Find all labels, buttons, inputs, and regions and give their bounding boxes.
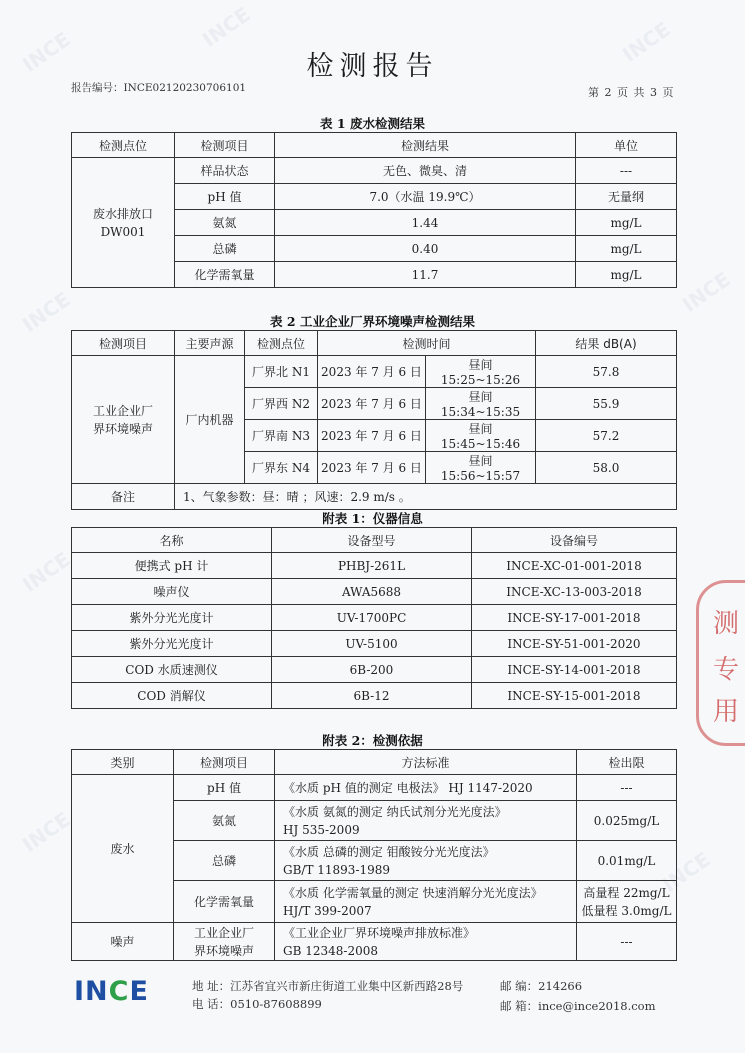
column-header: 单位	[576, 133, 677, 158]
date-cell: 2023 年 7 月 6 日	[318, 420, 426, 452]
code-cell: INCE-SY-14-001-2018	[472, 657, 677, 683]
noise-source-cell: 厂内机器	[175, 356, 245, 484]
column-header: 方法标准	[275, 750, 577, 775]
column-header: 主要声源	[175, 331, 245, 356]
email-label: 邮 箱：	[500, 999, 539, 1013]
phone-label: 电 话：	[192, 997, 231, 1011]
code-cell: INCE-SY-51-001-2020	[472, 631, 677, 657]
unit-cell: 无量纲	[576, 184, 677, 210]
instrument-name-cell: 噪声仪	[72, 579, 272, 605]
noise-item-line1: 工业企业厂	[193, 925, 254, 940]
item-cell: 氨氮	[174, 801, 275, 841]
instrument-name-cell: COD 水质速测仪	[72, 657, 272, 683]
standard-line: 《水质 pH 值的测定 电极法》 HJ 1147-2020	[283, 780, 533, 795]
model-cell: 6B-200	[272, 657, 472, 683]
report-number	[71, 80, 246, 95]
appendix2-caption: 附表 2：检测依据	[322, 733, 423, 748]
wastewater-table	[71, 132, 677, 288]
report-number-label: 报告编号：	[71, 82, 124, 94]
model-cell: PHBJ-261L	[272, 553, 472, 579]
standard-code: HJ/T 399-2007	[283, 903, 372, 918]
item-cell	[174, 923, 275, 961]
time-cell: 昼间 15:34~15:35	[426, 388, 536, 420]
point-cell: 厂界西 N2	[245, 388, 318, 420]
noise-item-line2: 界环境噪声	[193, 943, 254, 958]
column-header: 名称	[72, 528, 272, 553]
page-indicator: 第 2 页 共 3 页	[588, 86, 674, 99]
standard-cell	[275, 923, 577, 961]
standard-line: 《水质 氨氮的测定 纳氏试剂分光光度法》	[283, 804, 507, 819]
point-cell: 厂界南 N3	[245, 420, 318, 452]
stamp-char: 专	[713, 655, 740, 685]
watermark: INCE	[17, 807, 75, 857]
column-header: 检测项目	[175, 133, 275, 158]
stamp-char: 用	[713, 697, 740, 727]
time-cell: 昼间 15:56~15:57	[426, 452, 536, 484]
sampling-point-code: DW001	[100, 224, 146, 239]
sampling-point-name: 废水排放口	[92, 206, 153, 221]
instrument-name-cell: COD 消解仪	[72, 683, 272, 709]
table1-caption: 表 1 废水检测结果	[320, 116, 425, 131]
standard-code: HJ 535-2009	[283, 822, 360, 837]
zip-value: 214266	[538, 979, 583, 993]
result-cell: 1.44	[275, 210, 576, 236]
column-header: 类别	[72, 750, 174, 775]
table-header-row	[72, 528, 677, 553]
result-cell: 58.0	[536, 452, 677, 484]
remark-row	[72, 484, 677, 510]
unit-cell: mg/L	[576, 210, 677, 236]
column-header: 检测结果	[275, 133, 576, 158]
model-cell: UV-1700PC	[272, 605, 472, 631]
remark-label: 备注	[72, 484, 175, 510]
address-label: 地 址：	[192, 979, 231, 993]
item-cell: 化学需氧量	[174, 881, 275, 923]
standard-line: 《水质 总磷的测定 钼酸铵分光光度法》	[283, 844, 495, 859]
date-cell: 2023 年 7 月 6 日	[318, 388, 426, 420]
zip-label: 邮 编：	[500, 979, 539, 993]
address-value: 江苏省宜兴市新庄街道工业集中区新西路28号	[230, 979, 464, 993]
column-header: 检出限	[577, 750, 677, 775]
table-row	[72, 158, 677, 184]
table-row	[72, 579, 677, 605]
watermark: INCE	[17, 547, 75, 597]
table-row	[72, 683, 677, 709]
table-header-row	[72, 750, 677, 775]
result-cell: 57.2	[536, 420, 677, 452]
email-value: ince@ince2018.com	[538, 999, 656, 1013]
item-cell: 化学需氧量	[175, 262, 275, 288]
item-cell: pH 值	[174, 775, 275, 801]
column-header: 检测项目	[72, 331, 175, 356]
model-cell: 6B-12	[272, 683, 472, 709]
standard-line: 《水质 化学需氧量的测定 快速消解分光光度法》	[283, 885, 543, 900]
standard-code: GB 12348-2008	[283, 943, 378, 958]
table-row	[72, 657, 677, 683]
table-row	[72, 553, 677, 579]
noise-item-cell	[72, 356, 175, 484]
result-cell: 11.7	[275, 262, 576, 288]
column-header: 结果 dB(A)	[536, 331, 677, 356]
logo-text: C	[108, 976, 130, 1007]
watermark: INCE	[17, 287, 75, 337]
limit-cell: ---	[577, 923, 677, 961]
category-cell: 废水	[72, 775, 174, 923]
limit-cell	[577, 881, 677, 923]
column-header: 检测时间	[318, 331, 536, 356]
unit-cell: mg/L	[576, 236, 677, 262]
noise-item-line1: 工业企业厂	[92, 403, 153, 418]
limit-cell: ---	[577, 775, 677, 801]
standard-line: 《工业企业厂界环境噪声排放标准》	[283, 925, 476, 940]
column-header: 设备编号	[472, 528, 677, 553]
date-cell: 2023 年 7 月 6 日	[318, 452, 426, 484]
code-cell: INCE-SY-15-001-2018	[472, 683, 677, 709]
item-cell: 氨氮	[175, 210, 275, 236]
stamp-char: 测	[713, 609, 740, 639]
phone-value: 0510-87608899	[230, 997, 322, 1011]
standard-cell	[275, 881, 577, 923]
logo-text: E	[129, 976, 149, 1007]
noise-item-line2: 界环境噪声	[92, 421, 153, 436]
item-cell: pH 值	[175, 184, 275, 210]
watermark: INCE	[17, 27, 75, 77]
result-cell: 55.9	[536, 388, 677, 420]
code-cell: INCE-XC-01-001-2018	[472, 553, 677, 579]
time-cell: 昼间 15:45~15:46	[426, 420, 536, 452]
noise-table	[71, 330, 677, 510]
column-header: 设备型号	[272, 528, 472, 553]
table-row	[72, 775, 677, 801]
instrument-name-cell: 便携式 pH 计	[72, 553, 272, 579]
column-header: 检测项目	[174, 750, 275, 775]
column-header: 检测点位	[72, 133, 175, 158]
model-cell: AWA5688	[272, 579, 472, 605]
code-cell: INCE-SY-17-001-2018	[472, 605, 677, 631]
category-cell: 噪声	[72, 923, 174, 961]
table-row	[72, 631, 677, 657]
limit-cell: 0.025mg/L	[577, 801, 677, 841]
date-cell: 2023 年 7 月 6 日	[318, 356, 426, 388]
instrument-name-cell: 紫外分光光度计	[72, 631, 272, 657]
company-logo	[74, 976, 149, 1007]
result-cell: 7.0（水温 19.9℃）	[275, 184, 576, 210]
table-row	[72, 356, 677, 388]
point-cell: 厂界东 N4	[245, 452, 318, 484]
logo-text: IN	[74, 976, 109, 1007]
table2-caption: 表 2 工业企业厂界环境噪声检测结果	[270, 314, 475, 329]
standard-cell	[275, 775, 577, 801]
item-cell: 总磷	[174, 841, 275, 881]
limit-cell: 0.01mg/L	[577, 841, 677, 881]
limit-low: 低量程 3.0mg/L	[581, 903, 672, 918]
footer-phone	[192, 996, 322, 1012]
watermark: INCE	[197, 2, 255, 52]
limit-high: 高量程 22mg/L	[583, 885, 670, 900]
table-row	[72, 605, 677, 631]
watermark: INCE	[617, 17, 675, 67]
item-cell: 总磷	[175, 236, 275, 262]
standard-cell	[275, 801, 577, 841]
appendix1-caption: 附表 1：仪器信息	[322, 511, 423, 526]
watermark: INCE	[657, 847, 715, 897]
result-cell: 57.8	[536, 356, 677, 388]
footer-zip	[500, 978, 582, 994]
footer-email	[500, 998, 656, 1014]
sampling-point-cell	[72, 158, 175, 288]
standard-code: GB/T 11893-1989	[283, 862, 391, 877]
remark-text: 1、气象参数：昼：晴 ；风速：2.9 m/s 。	[175, 484, 677, 510]
table-header-row	[72, 331, 677, 356]
unit-cell: ---	[576, 158, 677, 184]
table-header-row	[72, 133, 677, 158]
item-cell: 样品状态	[175, 158, 275, 184]
result-cell: 无色、微臭、清	[275, 158, 576, 184]
table-row	[72, 923, 677, 961]
instrument-name-cell: 紫外分光光度计	[72, 605, 272, 631]
watermark: INCE	[677, 267, 735, 317]
column-header: 检测点位	[245, 331, 318, 356]
standard-cell	[275, 841, 577, 881]
page-title: 检测报告	[306, 51, 439, 82]
time-cell: 昼间 15:25~15:26	[426, 356, 536, 388]
instrument-table	[71, 527, 677, 709]
seal-stamp	[696, 580, 745, 746]
report-number-value: INCE02120230706101	[123, 82, 247, 94]
result-cell: 0.40	[275, 236, 576, 262]
method-table	[71, 749, 677, 961]
model-cell: UV-5100	[272, 631, 472, 657]
unit-cell: mg/L	[576, 262, 677, 288]
point-cell: 厂界北 N1	[245, 356, 318, 388]
code-cell: INCE-XC-13-003-2018	[472, 579, 677, 605]
footer-address	[192, 978, 463, 994]
